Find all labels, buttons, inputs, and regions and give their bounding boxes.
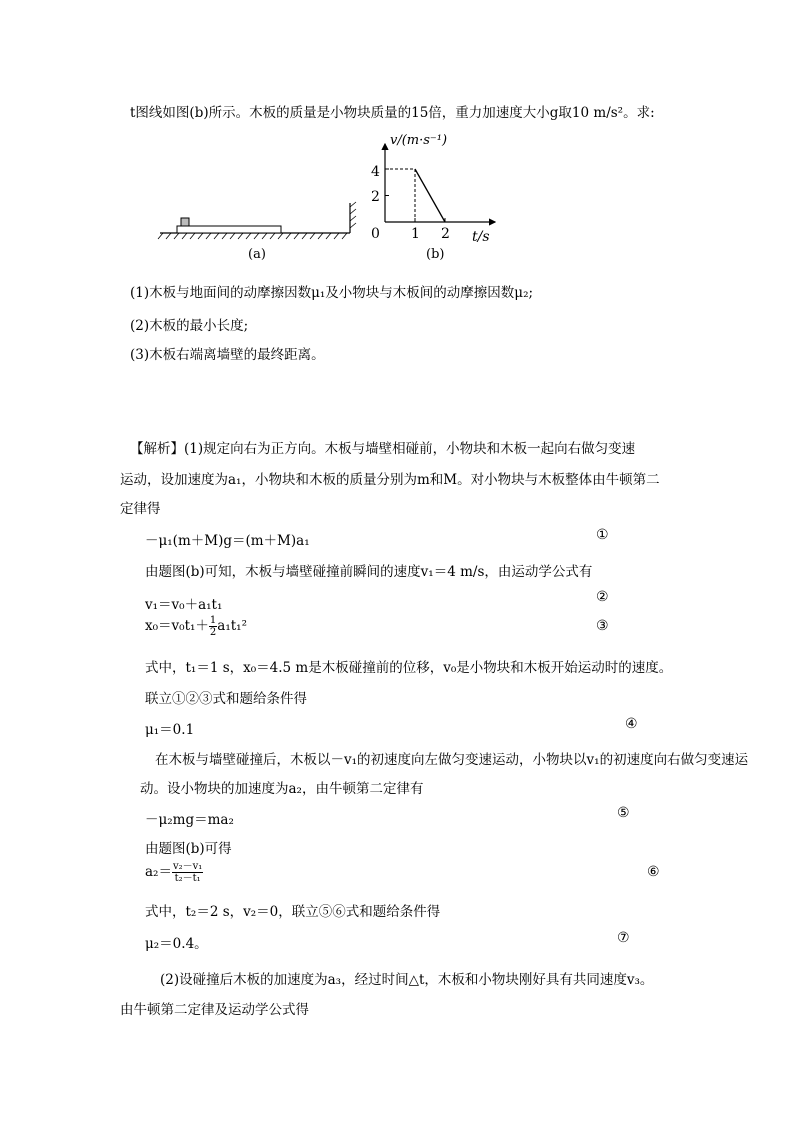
figure-a-diagram (155, 195, 370, 245)
solution-paragraph: 运动，设加速度为a₁，小物块和木板的质量分别为m和M。对小物块与木板整体由牛顿第二 (120, 472, 660, 488)
question-2: (2)木板的最小长度; (130, 318, 249, 334)
solution-paragraph: 动。设小物块的加速度为a₂，由牛顿第二定律有 (140, 781, 424, 797)
equation-2: v₁＝v₀＋a₁t₁ (145, 597, 223, 613)
equation-number: ⑦ (617, 930, 630, 946)
solution-paragraph: 式中，t₁＝1 s，x₀＝4.5 m是木板碰撞前的位移，v₀是小物块和木板开始运动时的速度。 (145, 660, 673, 676)
small-block (181, 218, 189, 226)
x-tick-label: 1 (411, 226, 420, 242)
intro-text: t图线如图(b)所示。木板的质量是小物块质量的15倍，重力加速度大小g取10 m/s²。求: (130, 105, 655, 121)
equation-6: a₂＝ $\frac{\text{v₂－v₁}}{\text{t₂－t₁}}$ (145, 861, 203, 884)
solution-paragraph: 【解析】(1)规定向右为正方向。木板与墙壁相碰前，小物块和木板一起向右做匀变速 (130, 441, 636, 457)
y-tick-label: 4 (371, 164, 380, 180)
solution-paragraph: 式中，t₂＝2 s，v₂＝0，联立⑤⑥式和题给条件得 (145, 904, 441, 920)
solution-paragraph: 定律得 (120, 501, 161, 517)
x-axis-label: t/s (472, 229, 490, 243)
y-tick-label: 2 (371, 189, 380, 205)
figure-b-label: (b) (426, 247, 445, 262)
equation-number: ① (596, 527, 609, 543)
y-axis-label: v/(m·s⁻¹) (390, 133, 448, 148)
equation-number: ② (596, 589, 609, 605)
question-1: (1)木板与地面间的动摩擦因数μ₁及小物块与木板间的动摩擦因数μ₂; (130, 285, 534, 301)
origin-label: 0 (371, 226, 380, 242)
equation-7: μ₂＝0.4。 (145, 936, 208, 952)
x-tick-label: 2 (441, 226, 450, 242)
figure-a-label: (a) (248, 247, 266, 262)
solution-paragraph: 由题图(b)可知，木板与墙壁碰撞前瞬间的速度v₁＝4 m/s，由运动学公式有 (145, 564, 593, 580)
equation-number: ⑥ (647, 864, 660, 880)
figure-b-chart (360, 128, 510, 243)
equation-3: x₀＝v₀t₁＋ $\frac{1}{2}$ a₁t₁² (145, 615, 247, 638)
solution-paragraph: (2)设碰撞后木板的加速度为a₃，经过时间△t，木板和小物块刚好具有共同速度v₃。 (160, 972, 654, 988)
equation-number: ④ (625, 716, 638, 732)
solution-paragraph: 在木板与墙壁碰撞后，木板以－v₁的初速度向左做匀变速运动，小物块以v₁的初速度向右做匀变速运 (155, 752, 749, 768)
question-3: (3)木板右端离墙壁的最终距离。 (130, 347, 325, 363)
solution-paragraph: 由牛顿第二定律及运动学公式得 (120, 1002, 309, 1018)
equation-4: μ₁＝0.1 (145, 722, 195, 738)
series-line-segment (415, 169, 445, 222)
equation-5: －μ₂mg＝ma₂ (145, 812, 234, 828)
solution-paragraph: 由题图(b)可得 (145, 841, 232, 857)
equation-number: ③ (596, 618, 609, 634)
wooden-board (177, 226, 281, 233)
equation-1: －μ₁(m＋M)g＝(m＋M)a₁ (145, 533, 310, 549)
solution-paragraph: 联立①②③式和题给条件得 (145, 691, 307, 707)
equation-number: ⑤ (617, 805, 630, 821)
